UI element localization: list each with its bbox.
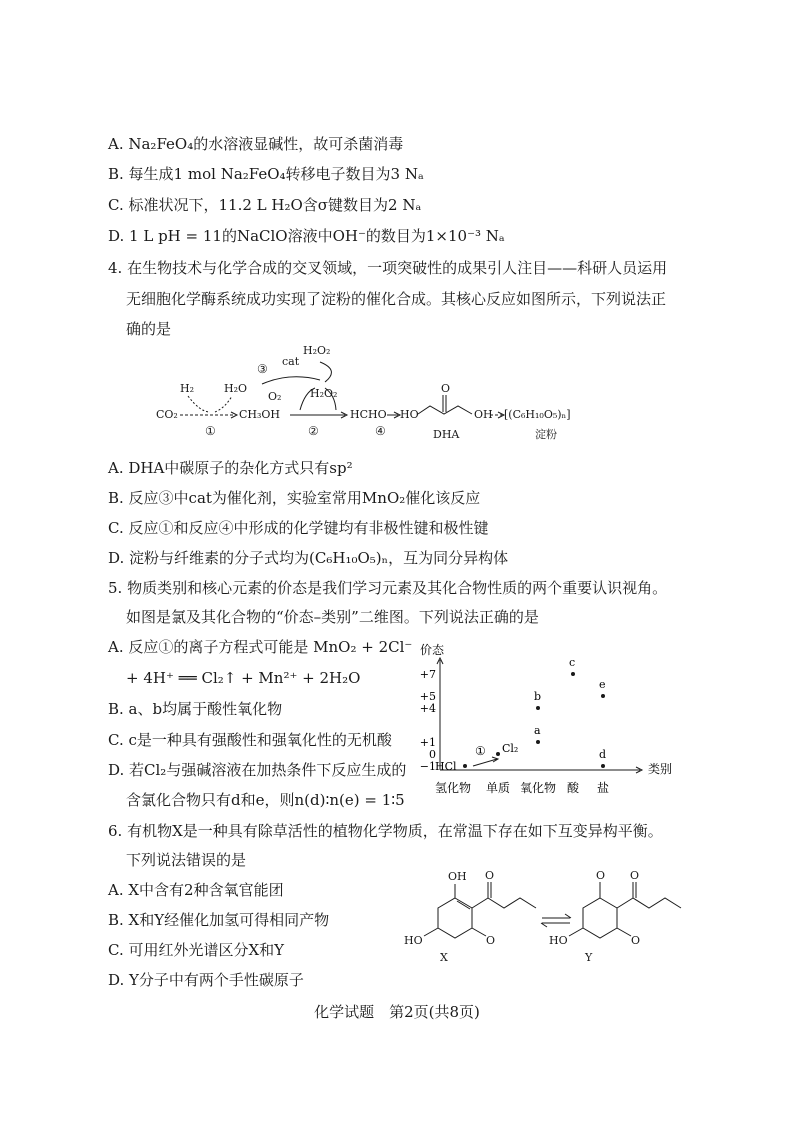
- scheme-dha-o: O: [441, 382, 451, 395]
- chart-reaction1-arrow: [473, 759, 497, 766]
- x-ho-label: HO: [404, 934, 423, 947]
- x-side-bond: [472, 898, 488, 908]
- chart-y-tick: 0: [429, 748, 436, 761]
- scheme-h2o2-top: H₂O₂: [303, 344, 331, 357]
- chart-category-label: 氧化物: [519, 781, 557, 795]
- scheme-step3-arrow-left: [262, 377, 320, 384]
- chart-point: [601, 764, 605, 768]
- scheme-starch-label: 淀粉: [535, 428, 557, 441]
- chart-point: [536, 706, 540, 710]
- q5-stem-line2: 如图是氯及其化合物的“价态–类别”二维图。下列说法正确的是: [126, 608, 539, 626]
- q3-option-c: C. 标准状况下，11.2 L H₂O含σ键数目为2 Nₐ: [108, 196, 422, 214]
- scheme-dha-skeleton: [418, 406, 472, 414]
- chart-y-tick: +5: [419, 690, 436, 703]
- scheme-step3-arrow-right: [320, 362, 331, 382]
- chart-y-tick: +7: [419, 668, 436, 681]
- x-ring: [438, 898, 472, 938]
- chart-point: [463, 764, 467, 768]
- x-ring-carbonyl: [472, 928, 486, 936]
- q6-option-d: D. Y分子中有两个手性碳原子: [108, 971, 304, 989]
- q4-option-b: B. 反应③中cat为催化剂，实验室常用MnO₂催化该反应: [108, 489, 481, 507]
- scheme-step1-label: ①: [205, 424, 216, 438]
- scheme-dha-label: DHA: [433, 428, 460, 441]
- q3-option-a: A. Na₂FeO₄的水溶液显碱性，故可杀菌消毒: [108, 135, 404, 153]
- chart-point-label: Cl₂: [502, 742, 519, 755]
- q5-option-b: B. a、b均属于酸性氧化物: [108, 700, 283, 718]
- x-ring-o-label: O: [486, 934, 496, 947]
- scheme-h2o-label: H₂O: [224, 382, 248, 395]
- q3-option-d: D. 1 L pH = 11的NaClO溶液中OH⁻的数目为1×10⁻³ Nₐ: [108, 227, 505, 245]
- y-ring-carbonyl: [617, 928, 631, 936]
- scheme-step2-label: ②: [308, 424, 319, 438]
- scheme-o2-label: O₂: [268, 390, 282, 403]
- x-propyl-chain: [488, 898, 536, 908]
- scheme-step3-label: ③: [257, 362, 268, 376]
- x-oh-label: OH: [448, 870, 467, 883]
- chart-point: [536, 740, 540, 744]
- page-footer: 化学试题 第2页(共8页): [314, 1003, 480, 1021]
- chart-category-label: 氢化物: [434, 781, 472, 795]
- q6-option-a: A. X中含有2种含氧官能团: [108, 881, 284, 899]
- y-side-o-label: O: [630, 869, 640, 882]
- chart-ylabel: 价态: [420, 643, 445, 657]
- q4-stem-line1: 4. 在生物技术与化学合成的交叉领域，一项突破性的成果引人注目——科研人员运用: [108, 259, 668, 277]
- scheme-h2-label: H₂: [180, 382, 195, 395]
- chart-point-label: HCl: [435, 760, 457, 773]
- y-label: Y: [585, 951, 593, 964]
- q5-option-d-line2: 含氯化合物只有d和e，则n(d)∶n(e) = 1∶5: [126, 791, 405, 809]
- q4-option-d: D. 淀粉与纤维素的分子式均为(C₆H₁₀O₅)ₙ，互为同分异构体: [108, 549, 509, 567]
- chart-reaction1-label: ①: [475, 744, 486, 758]
- scheme-dha-oh: OH: [474, 408, 493, 421]
- q3-option-b: B. 每生成1 mol Na₂FeO₄转移电子数目为3 Nₐ: [108, 165, 424, 183]
- q5-option-c: C. c是一种具有强酸性和强氧化性的无机酸: [108, 731, 392, 749]
- y-propyl-chain: [633, 898, 681, 908]
- q5-option-a-line2: + 4H⁺ ══ Cl₂↑ + Mn²⁺ + 2H₂O: [126, 669, 361, 687]
- q4-stem-line3: 确的是: [126, 320, 172, 338]
- chart-point-label: a: [534, 724, 541, 737]
- y-ho-label: HO: [549, 934, 568, 947]
- q6-stem-line2: 下列说法错误的是: [126, 851, 247, 869]
- chart-point: [601, 694, 605, 698]
- scheme-h2-curve: [188, 396, 210, 412]
- scheme-h2o2-mid: H₂O₂: [310, 387, 338, 400]
- chart-y-tick: +4: [419, 702, 436, 715]
- y-ring-o-label: O: [631, 934, 641, 947]
- equilibrium-head-bottom: [541, 923, 547, 927]
- q5-option-d-line1: D. 若Cl₂与强碱溶液在加热条件下反应生成的: [108, 761, 407, 779]
- valence-category-chart: [398, 640, 688, 805]
- q4-option-c: C. 反应①和反应④中形成的化学键均有非极性键和极性键: [108, 519, 489, 537]
- y-top-o-label: O: [596, 869, 606, 882]
- tautomer-structures: [400, 868, 690, 968]
- chart-y-tick: +1: [419, 736, 436, 749]
- chart-point-label: d: [599, 748, 607, 761]
- chart-y-tick: −1: [419, 760, 436, 773]
- x-side-o-label: O: [485, 869, 495, 882]
- chart-category-label: 酸: [566, 781, 580, 795]
- y-side-bond: [617, 898, 633, 908]
- chart-category-label: 单质: [485, 781, 511, 795]
- y-ho-bond: [569, 928, 583, 936]
- y-ring: [583, 898, 617, 938]
- x-ring-double-bond: [457, 901, 470, 909]
- q4-option-a: A. DHA中碳原子的杂化方式只有sp²: [108, 459, 353, 477]
- scheme-cat-label: cat: [282, 355, 300, 368]
- scheme-formaldehyde: HCHO: [350, 408, 387, 421]
- chart-point: [496, 752, 500, 756]
- q5-option-a-line1: A. 反应①的离子方程式可能是 MnO₂ + 2Cl⁻: [108, 638, 413, 656]
- chart-xlabel: 类别: [648, 762, 673, 776]
- x-ho-bond: [424, 928, 438, 936]
- chart-point-label: e: [599, 678, 606, 691]
- q6-option-b: B. X和Y经催化加氢可得相同产物: [108, 911, 330, 929]
- scheme-co2: CO₂: [156, 408, 178, 421]
- x-label: X: [440, 951, 448, 964]
- q6-option-c: C. 可用红外光谱区分X和Y: [108, 941, 285, 959]
- scheme-dha-ho: HO: [400, 408, 419, 421]
- q4-stem-line2: 无细胞化学酶系统成功实现了淀粉的催化合成。其核心反应如图所示，下列说法正: [126, 290, 667, 308]
- chart-point-label: b: [534, 690, 542, 703]
- scheme-h2o-curve: [215, 396, 232, 412]
- starch-synthesis-scheme: [140, 340, 600, 450]
- equilibrium-head-top: [565, 914, 571, 918]
- scheme-methanol: CH₃OH: [239, 408, 281, 421]
- q6-stem-line1: 6. 有机物X是一种具有除草活性的植物化学物质，在常温下存在如下互变异构平衡。: [108, 822, 663, 840]
- chart-category-label: 盐: [596, 781, 610, 795]
- chart-point: [571, 672, 575, 676]
- chart-point-label: c: [569, 656, 576, 669]
- scheme-step4-label: ④: [375, 424, 386, 438]
- scheme-starch-formula: [(C₆H₁₀O₅)ₙ]: [504, 408, 571, 421]
- q5-stem-line1: 5. 物质类别和核心元素的价态是我们学习元素及其化合物性质的两个重要认识视角。: [108, 579, 668, 597]
